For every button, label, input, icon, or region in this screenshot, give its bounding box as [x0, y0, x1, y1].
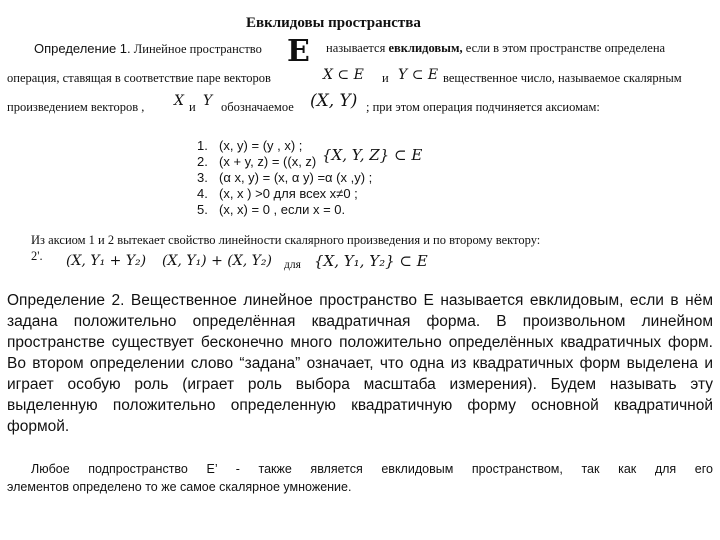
definition1-line2-a: операция, ставящая в соответствие паре векторов	[7, 71, 271, 85]
definition1-line3-a: произведением векторов ,	[7, 100, 145, 114]
subspace-line2: элементов определено то же самое скалярное умножение.	[7, 480, 352, 494]
definition1-line2-and: и	[382, 71, 389, 85]
formula-X: X	[174, 93, 184, 109]
definition2-label: Определение 2.	[7, 292, 125, 309]
definition1-euclidean-term: евклидовым,	[388, 41, 463, 55]
axiom-item: 2. (x + y, z) = ((x, z)	[197, 154, 317, 169]
definition1-text-b: называется	[326, 41, 386, 55]
page-title: Евклидовы пространства	[246, 15, 421, 31]
linearity-statement: Из аксиом 1 и 2 вытекает свойство линейности скалярного произведения и по второму вектору:	[31, 233, 541, 247]
definition1-label: Определение 1.	[34, 41, 131, 56]
definition1-line1-end	[326, 41, 665, 56]
subspace-note	[7, 460, 713, 496]
definition1-line3-and: и	[189, 100, 196, 114]
space-E-symbol: E	[287, 34, 310, 69]
axiom-item: 3. (α x, y) = (x, α y) =α (x ,y) ;	[197, 170, 373, 185]
definition1-line1-start	[34, 41, 262, 57]
axiom-item: 5. (x, x) = 0 , если x = 0.	[197, 202, 346, 217]
formula-Y-in-E: Y ⊂ E	[398, 67, 439, 83]
definition1-text-c: если в этом пространстве определена	[465, 41, 666, 55]
subspace-line1: Любое подпространство E’ - также является евклидовым пространством, так как для его	[31, 462, 713, 476]
definition1-line3-c: ; при этом операция подчиняется аксиомам:	[366, 100, 600, 114]
axiom-item: 1. (x, y) = (y , x) ;	[197, 138, 303, 153]
definition2-paragraph	[7, 290, 713, 437]
formula-Y: Y	[203, 93, 213, 109]
formula-XY-product: (X, Y)	[310, 91, 358, 111]
linearity-label: 2'.	[31, 249, 43, 263]
definition2-text: Вещественное линейное пространство E называется евклидовым, если в нём задана положительно определённая квадратичная форма. В произвольном линейном пространстве существует бесконечно много положительно определённых квадратичных форм. Во втором определении слово “задана” означает, что одна из квадратичных форм выделена и играет особую роль (играет роль выбора масштаба измерения). Будем называть эту выделенную положительно определенную квадратичную форму основной квадратичной формой.	[7, 292, 713, 435]
definition1-line3-b: обозначаемое	[221, 100, 294, 114]
formula-X-in-E: X ⊂ E	[323, 67, 364, 83]
linearity-formula-left: (X, Y₁ + Y₂)	[66, 253, 147, 269]
linearity-for: для	[284, 259, 301, 271]
linearity-formula-right: (X, Y₁) + (X, Y₂)	[162, 253, 272, 269]
axiom2-set-formula: {X, Y, Z} ⊂ E	[322, 146, 423, 164]
definition1-text-a: Линейное пространство	[133, 42, 262, 56]
linearity-set-formula: {X, Y₁, Y₂} ⊂ E	[314, 252, 428, 270]
axiom-item: 4. (x, x ) >0 для всех x≠0 ;	[197, 186, 358, 201]
definition1-line2-b: вещественное число, называемое скалярным	[443, 71, 682, 85]
